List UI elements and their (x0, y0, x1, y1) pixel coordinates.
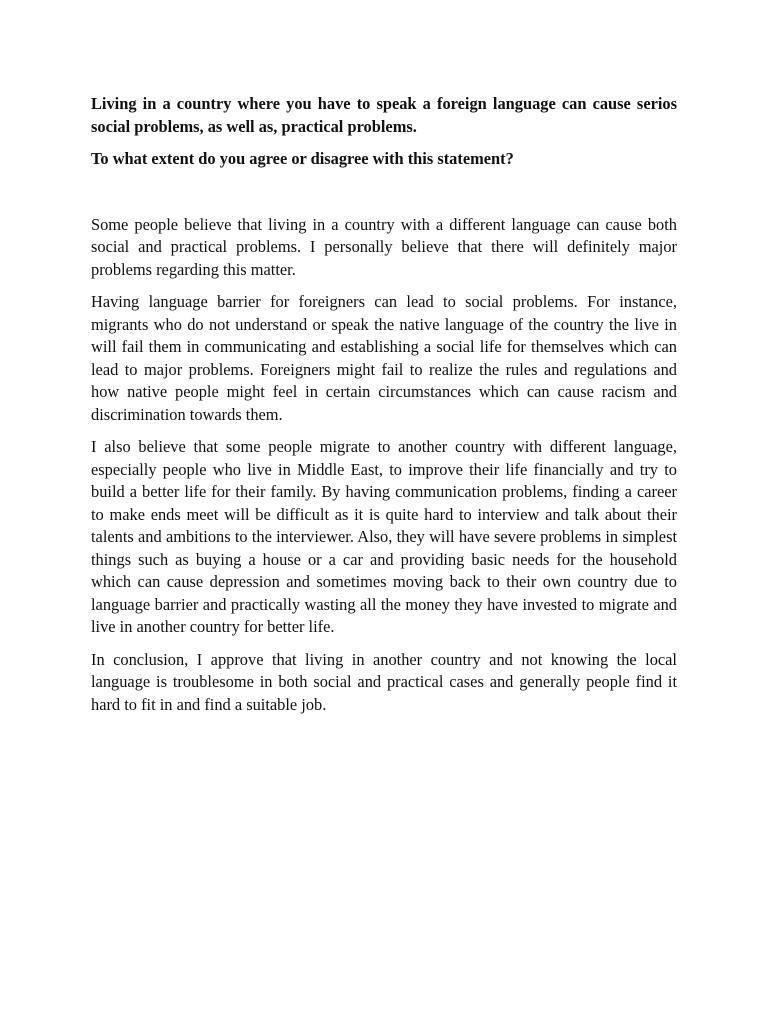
prompt-question: To what extent do you agree or disagree with this statement? (91, 149, 514, 168)
essay-body (91, 214, 677, 717)
prompt-statement: Living in a country where you have to speak a foreign language can cause serios social problems, as well as, practical problems. (91, 94, 677, 136)
document-page (91, 93, 677, 726)
essay-paragraph-practical-problems: I also believe that some people migrate to another country with different language, especially people who live in Middle East, to improve their life financially and try to build a better life for their family. By having communication problems, finding a career to make ends meet will be difficult as it is quite hard to interview and talk about their talents and ambitions to the interviewer. Also, they will have severe problems in simplest things such as buying a house or a car and providing basic needs for the household which can cause depression and sometimes moving back to their own country due to language barrier and practically wasting all the money they have invested to migrate and live in another country for better life. (91, 437, 677, 636)
essay-paragraph-introduction: Some people believe that living in a country with a different language can cause both social and practical problems. I personally believe that there will definitely major problems regarding this matter. (91, 214, 677, 279)
essay-paragraph-conclusion: In conclusion, I approve that living in another country and not knowing the local language is troublesome in both social and practical cases and generally people find it hard to fit in and find a suitable job. (91, 649, 677, 714)
essay-paragraph-social-problems: Having language barrier for foreigners can lead to social problems. For instance, migrants who do not understand or speak the native language of the country the live in will fail them in communicating and establishing a social life for themselves which can lead to major problems. Foreigners might fail to realize the rules and regulations and how native people might feel in certain circumstances which can cause racism and discrimination towards them. (91, 292, 677, 424)
